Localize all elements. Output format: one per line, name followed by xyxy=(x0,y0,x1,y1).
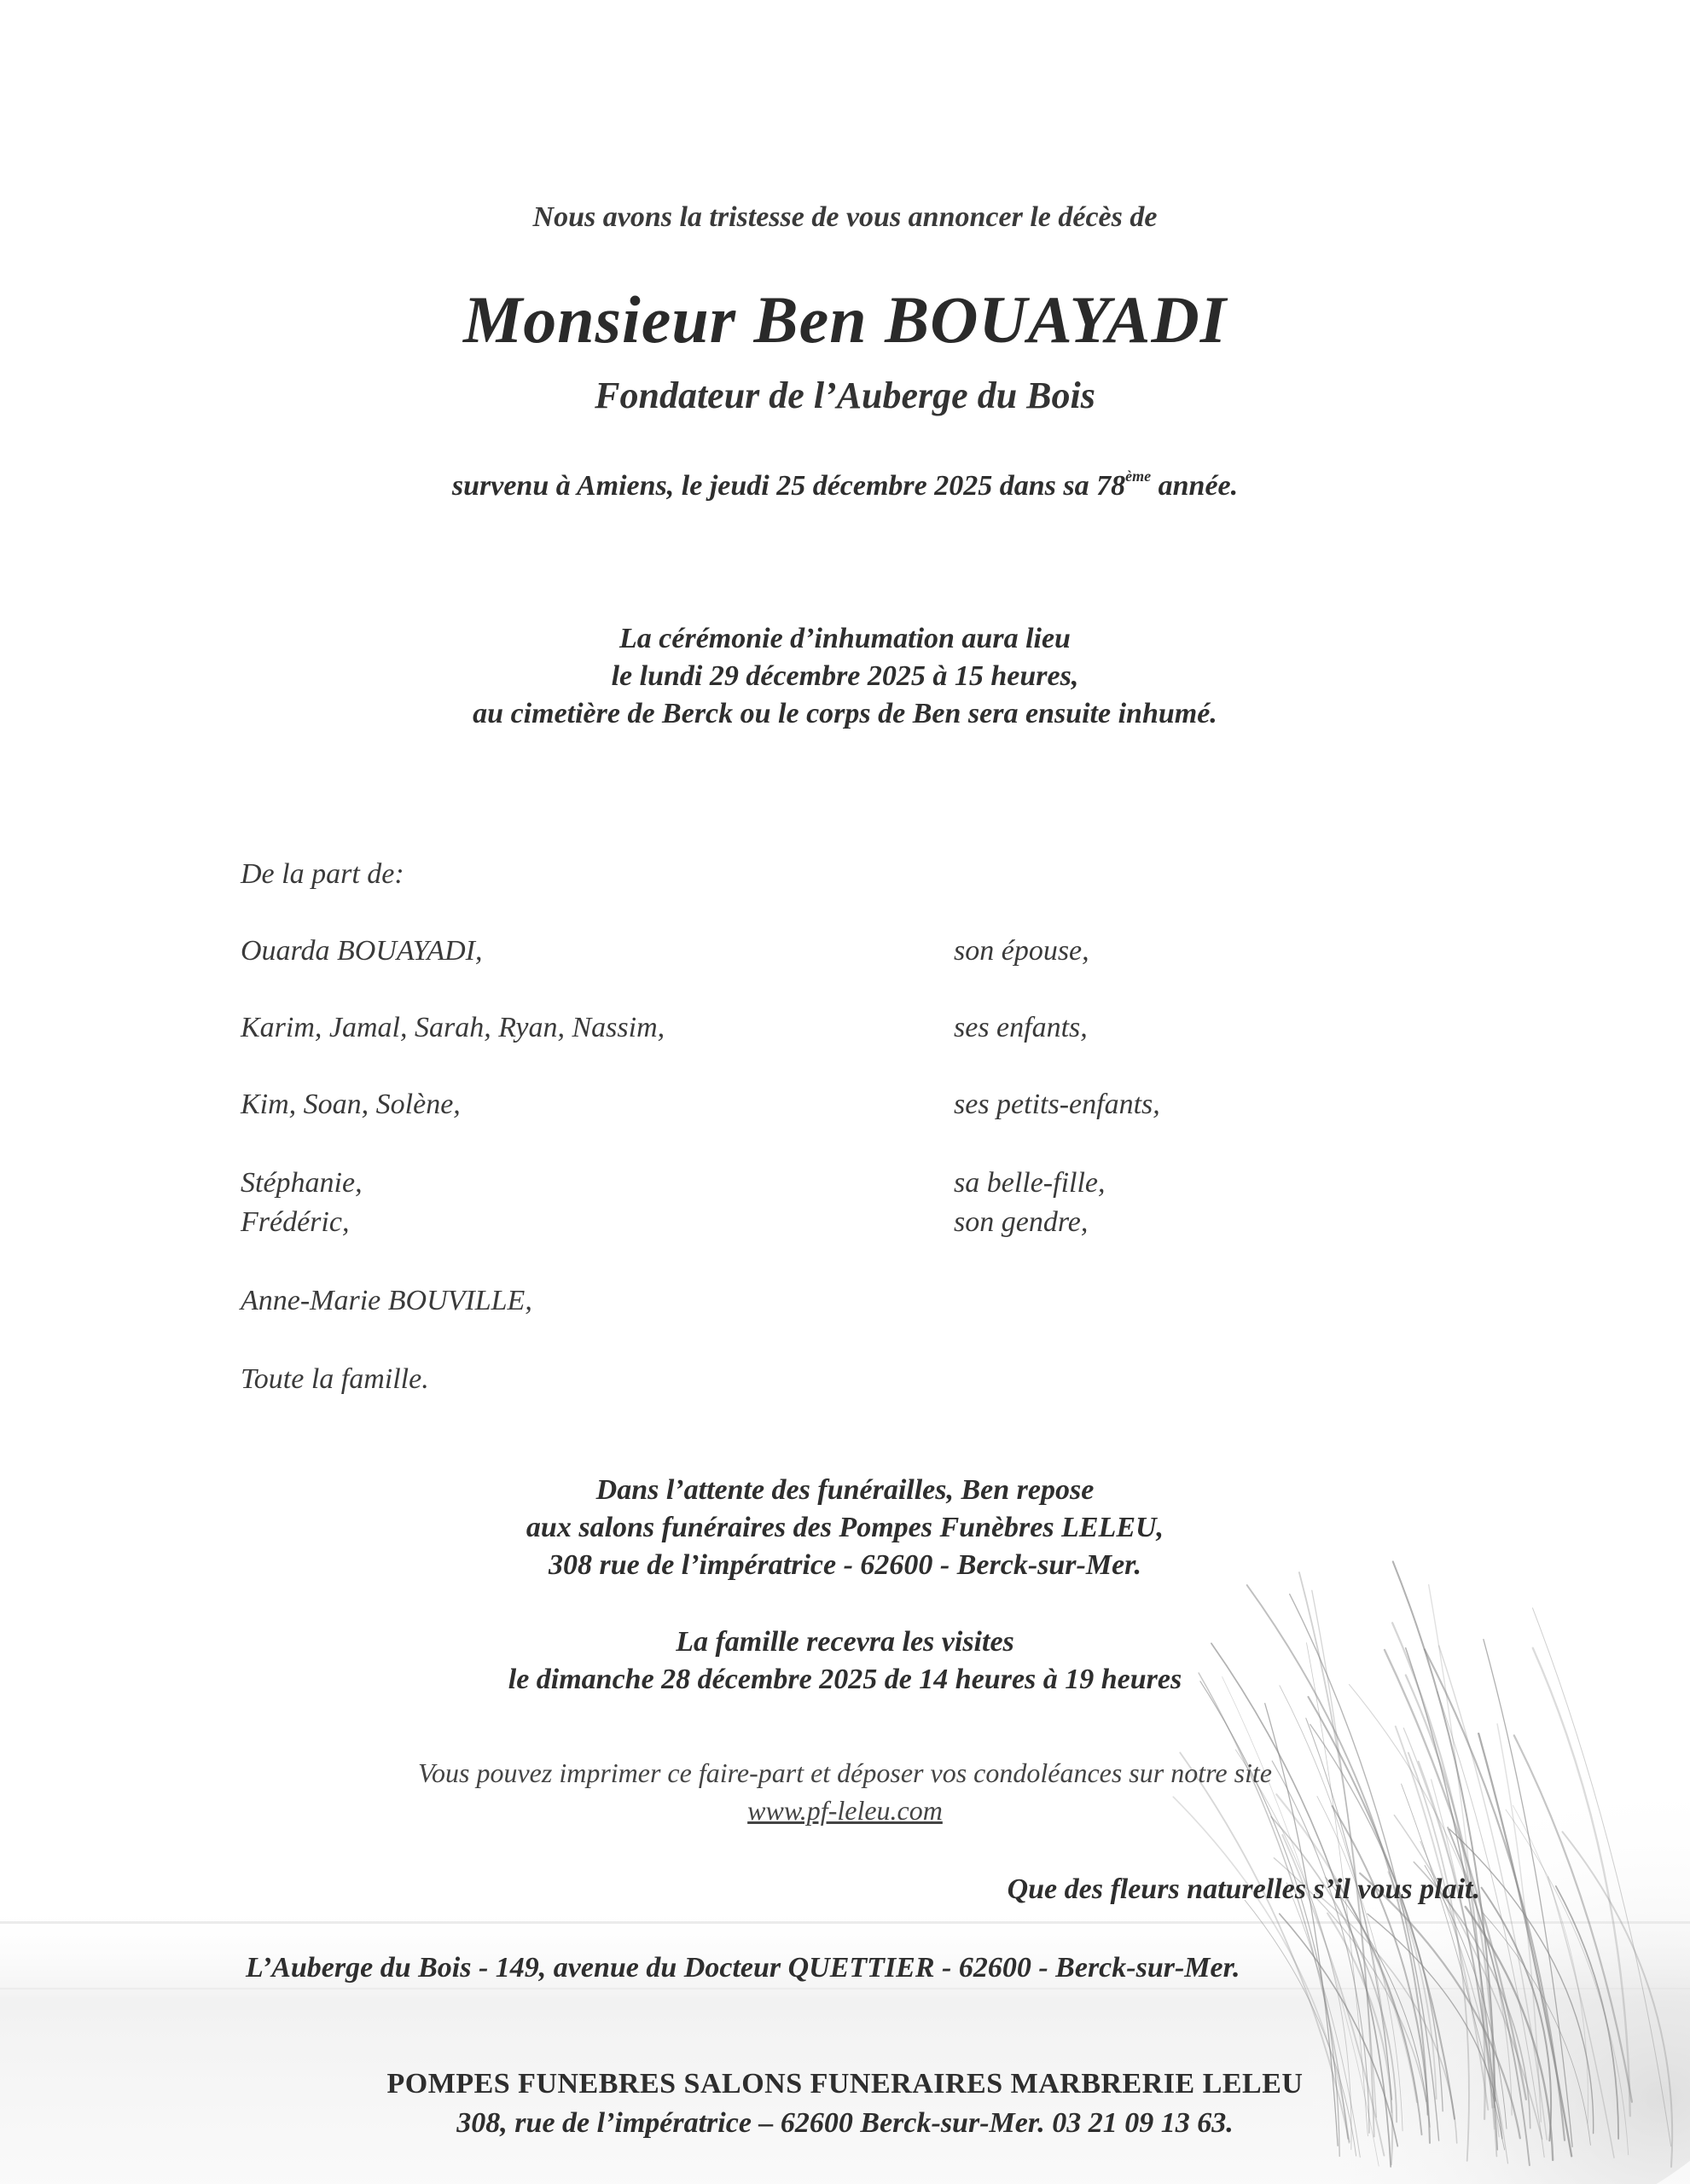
funeral-home-address: 308, rue de l’impératrice – 62600 Berck-sur-Mer. 03 21 09 13 63. xyxy=(456,2107,1234,2139)
family-relation: son gendre, xyxy=(954,1206,1089,1238)
ceremony-line-2: le lundi 29 décembre 2025 à 15 heures, xyxy=(611,660,1079,692)
rest-line-1: Dans l’attente des funérailles, Ben repose xyxy=(595,1474,1095,1506)
family-names: Anne-Marie BOUVILLE, xyxy=(241,1285,532,1316)
website-link[interactable]: www.pf-leleu.com xyxy=(747,1795,943,1826)
flowers-note: Que des fleurs naturelles s’il vous plait. xyxy=(1007,1873,1480,1905)
auberge-address: L’Auberge du Bois - 149, avenue du Docteur QUETTIER - 62600 - Berck-sur-Mer. xyxy=(246,1952,1240,1984)
visits-line-1: La famille recevra les visites xyxy=(676,1626,1014,1658)
funeral-home-name: POMPES FUNEBRES SALONS FUNERAIRES MARBRERIE LELEU xyxy=(386,2068,1304,2100)
rest-line-2: aux salons funéraires des Pompes Funèbres LELEU, xyxy=(526,1512,1164,1543)
death-details-text: survenu à Amiens, le jeudi 25 décembre 2025 dans sa 78 xyxy=(451,470,1126,502)
death-details-sup: ème xyxy=(1125,468,1152,485)
online-condolences: Vous pouvez imprimer ce faire-part et déposer vos condoléances sur notre site xyxy=(418,1757,1272,1788)
family-names: Karim, Jamal, Sarah, Ryan, Nassim, xyxy=(241,1012,665,1043)
ceremony-line-1: La cérémonie d’inhumation aura lieu xyxy=(619,623,1071,654)
family-names: Toute la famille. xyxy=(241,1363,429,1395)
family-names: Ouarda BOUAYADI, xyxy=(241,935,483,967)
family-names: Frédéric, xyxy=(241,1206,350,1238)
deceased-name: Monsieur Ben BOUAYADI xyxy=(462,282,1228,357)
death-details xyxy=(0,468,1690,502)
rest-line-3: 308 rue de l’impératrice - 62600 - Berck-sur-Mer. xyxy=(548,1549,1142,1581)
family-relation: sa belle-fille, xyxy=(954,1167,1106,1199)
intro-line: Nous avons la tristesse de vous annoncer le décès de xyxy=(532,201,1158,233)
family-intro: De la part de: xyxy=(241,858,404,890)
family-names: Stéphanie, xyxy=(241,1167,363,1199)
family-relation: ses petits-enfants, xyxy=(954,1089,1160,1120)
ceremony-line-3: au cimetière de Berck ou le corps de Ben sera ensuite inhumé. xyxy=(473,698,1217,729)
visits-line-2: le dimanche 28 décembre 2025 de 14 heures à 19 heures xyxy=(508,1664,1182,1695)
family-names: Kim, Soan, Solène, xyxy=(241,1089,461,1120)
deceased-subtitle: Fondateur de l’Auberge du Bois xyxy=(595,375,1095,416)
family-relation: ses enfants, xyxy=(954,1012,1088,1043)
death-details-end: année. xyxy=(1151,470,1239,502)
family-relation: son épouse, xyxy=(954,935,1089,967)
